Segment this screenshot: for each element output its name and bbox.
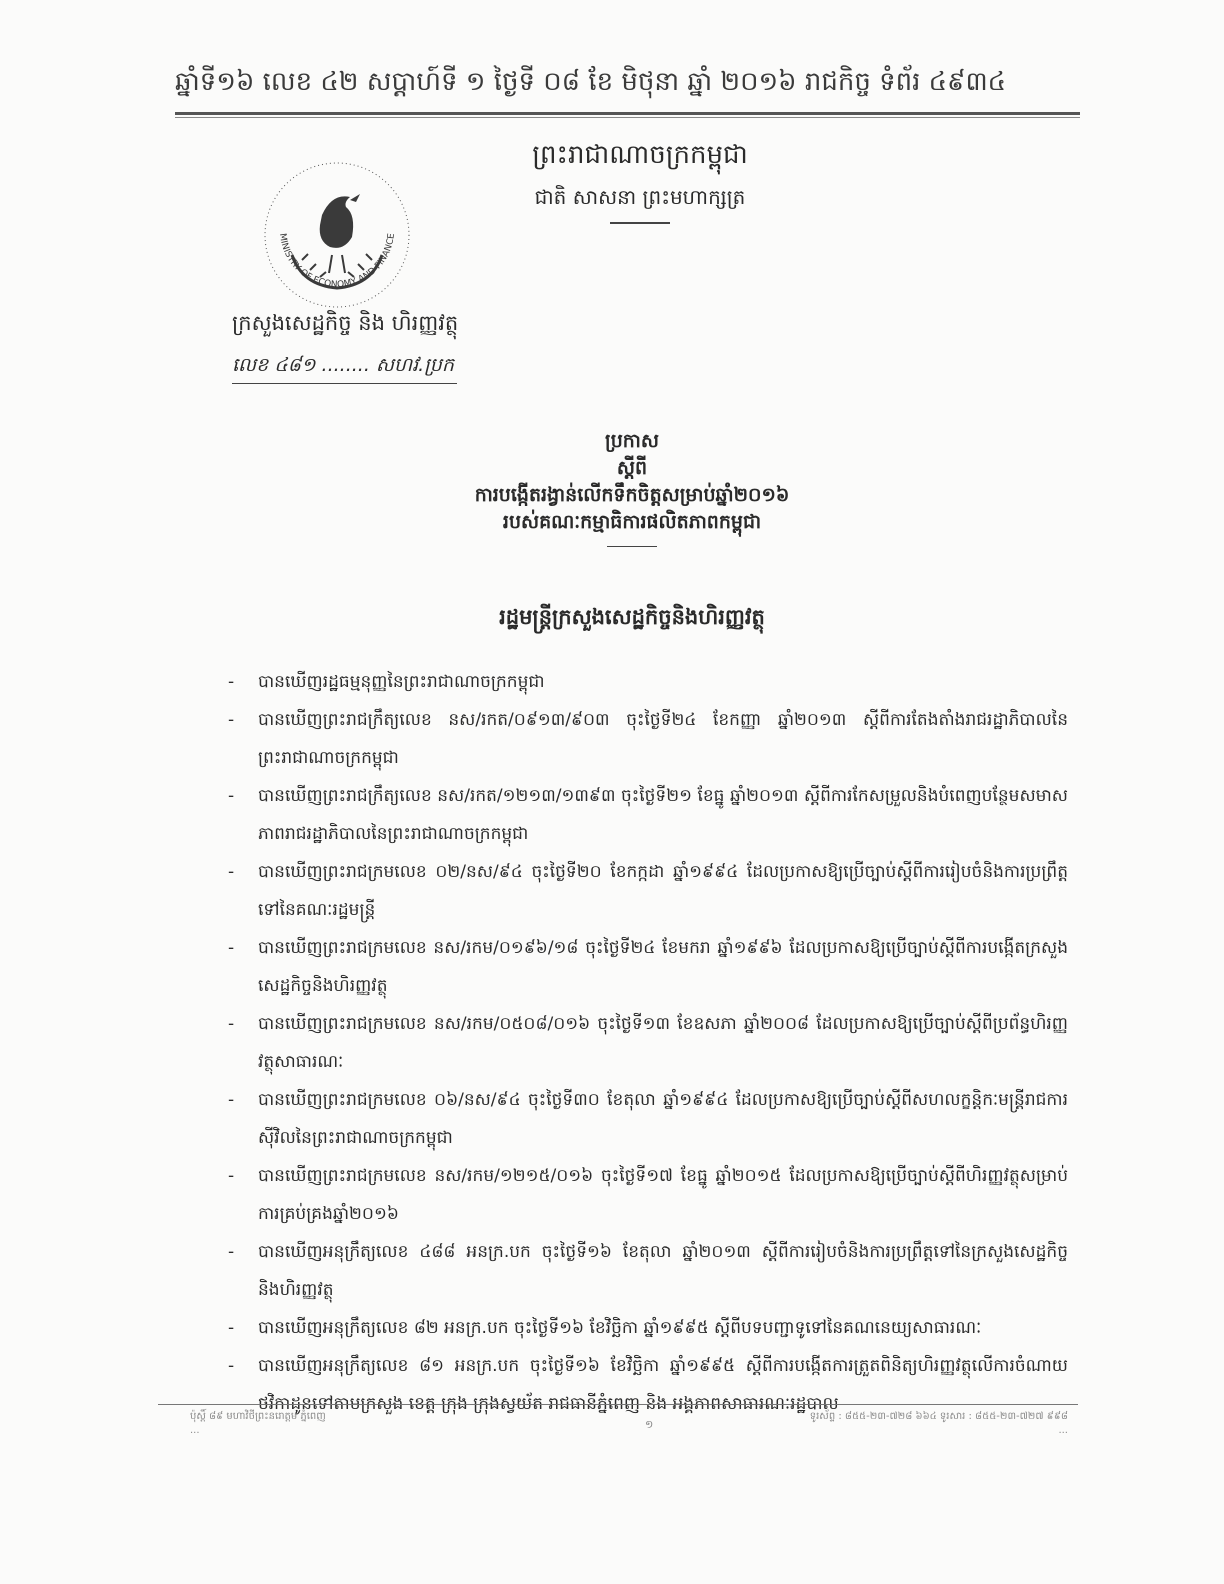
list-dash: -: [228, 938, 235, 958]
list-item: [228, 929, 1068, 1005]
list-dash: -: [228, 1014, 235, 1034]
consideration-text: បានឃើញព្រះរាជក្រឹត្យលេខ នស/រកត/១២១៣/១៣៩៣ ចុះថ្ងៃទី២១ ខែធ្នូ ឆ្នាំ២០១៣ ស្តីពីការកែសម្រួលនិងបំពេញបន្ថែមសមាសភាពរាជរដ្ឋាភិបាលនៃព្រះរាជាណាចក្រកម្ពុជា: [258, 786, 1068, 844]
consideration-text: បានឃើញអនុក្រឹត្យលេខ ៤៨៨ អនក្រ.បក ចុះថ្ងៃទី១៦ ខែតុលា ឆ្នាំ២០១៣ ស្តីពីការរៀបចំនិងការប្រព្រឹត្តទៅនៃក្រសួងសេដ្ឋកិច្ចនិងហិរញ្ញវត្ថុ: [258, 1242, 1068, 1300]
footer-contact: [728, 1410, 1068, 1438]
list-item: [228, 1005, 1068, 1081]
considerations-list: [228, 663, 1068, 1423]
list-item: [228, 853, 1068, 929]
list-item: [228, 1233, 1068, 1309]
issuer-title: រដ្ឋមន្ត្រីក្រសួងសេដ្ឋកិច្ចនិងហិរញ្ញវត្ថុ: [499, 604, 765, 629]
list-item: [228, 1081, 1068, 1157]
page-number: ១: [645, 1418, 654, 1431]
header-rule-thin: [175, 117, 1080, 118]
reference-number: លេខ ៤៨១ ........ សហវ.ប្រក: [232, 353, 457, 384]
list-dash: -: [228, 1242, 235, 1262]
list-dash: -: [228, 710, 235, 730]
list-item: [228, 1157, 1068, 1233]
list-dash: -: [228, 786, 235, 806]
document-subject-line2: របស់គណៈកម្មាធិការផលិតភាពកម្ពុជា: [502, 511, 762, 533]
list-dash: -: [228, 1318, 235, 1338]
list-item: [228, 701, 1068, 777]
gazette-header: [175, 64, 1075, 104]
footer-contact-line1: ទូរស័ព្ទ : ៨៥៥-២៣-៧២៨ ៦៦៤ ទូរសារ : ៨៥៥-២៣-៧២៧ ៩៩៨: [809, 1411, 1068, 1422]
consideration-text: បានឃើញអនុក្រឹត្យលេខ ៨២ អនក្រ.បក ចុះថ្ងៃទី១៦ ខែវិច្ឆិកា ឆ្នាំ១៩៩៥ ស្តីពីបទបញ្ជាទូទៅនៃគណនេយ្យសាធារណៈ: [258, 1318, 982, 1338]
list-dash: -: [228, 1090, 235, 1110]
footer-address-line1: ប៉ុស្តិ៍ ៨៩ មហាវិថីព្រះនរោត្តម ភ្នំពេញ: [190, 1411, 326, 1422]
consideration-text: បានឃើញព្រះរាជក្រឹត្យលេខ នស/រកត/០៩១៣/៩០៣ ចុះថ្ងៃទី២៤ ខែកញ្ញា ឆ្នាំ២០១៣ ស្តីពីការតែងតាំងរាជរដ្ឋាភិបាលនៃព្រះរាជាណាចក្រកម្ពុជា: [258, 710, 1068, 768]
kingdom-motto: [460, 138, 820, 224]
ministry-block: [232, 310, 492, 384]
document-title: [312, 428, 952, 547]
document-type: ប្រកាស: [605, 430, 659, 452]
nation-religion-king: ជាតិ សាសនា ព្រះមហាក្សត្រ: [534, 185, 746, 209]
header-rule: [175, 112, 1080, 115]
list-item: [228, 663, 1068, 701]
ministry-name: ក្រសួងសេដ្ឋកិច្ច និង ហិរញ្ញវត្ថុ: [232, 311, 459, 335]
document-about: ស្តីពី: [616, 457, 648, 479]
seal-text: MINISTRY OF ECONOMY AND FINANCE: [277, 232, 397, 291]
consideration-text: បានឃើញព្រះរាជក្រមលេខ ០២/នស/៩៤ ចុះថ្ងៃទី២០ ខែកក្កដា ឆ្នាំ១៩៩៤ ដែលប្រកាសឱ្យប្រើច្បាប់ស្តីពីការរៀបចំនិងការប្រព្រឹត្តទៅនៃគណៈរដ្ឋមន្ត្រី: [258, 862, 1068, 920]
list-item: [228, 777, 1068, 853]
ornament-divider: [610, 222, 670, 224]
ministry-seal-logo: [262, 160, 412, 310]
consideration-text: បានឃើញព្រះរាជក្រមលេខ នស/រកម/១២១៥/០១៦ ចុះថ្ងៃទី១៧ ខែធ្នូ ឆ្នាំ២០១៥ ដែលប្រកាសឱ្យប្រើច្បាប់ស្តីពីហិរញ្ញវត្ថុសម្រាប់ការគ្រប់គ្រងឆ្នាំ២០១៦: [258, 1166, 1068, 1224]
consideration-text: បានឃើញព្រះរាជក្រមលេខ នស/រកម/០៥០៨/០១៦ ចុះថ្ងៃទី១៣ ខែឧសភា ឆ្នាំ២០០៨ ដែលប្រកាសឱ្យប្រើច្បាប់ស្តីពីប្រព័ន្ធហិរញ្ញវត្ថុសាធារណៈ: [258, 1014, 1068, 1072]
list-dash: -: [228, 672, 235, 692]
list-dash: -: [228, 862, 235, 882]
consideration-text: បានឃើញព្រះរាជក្រមលេខ នស/រកម/០១៩៦/១៨ ចុះថ្ងៃទី២៤ ខែមករា ឆ្នាំ១៩៩៦ ដែលប្រកាសឱ្យប្រើច្បាប់ស្តីពីការបង្កើតក្រសួងសេដ្ឋកិច្ចនិងហិរញ្ញវត្ថុ: [258, 938, 1068, 996]
consideration-text: បានឃើញព្រះរាជក្រមលេខ ០៦/នស/៩៤ ចុះថ្ងៃទី៣០ ខែតុលា ឆ្នាំ១៩៩៤ ដែលប្រកាសឱ្យប្រើច្បាប់ស្តីពីសហលក្ខន្តិកៈមន្ត្រីរាជការស៊ីវិលនៃព្រះរាជាណាចក្រកម្ពុជា: [258, 1090, 1068, 1148]
footer-address-line2: ...: [190, 1425, 200, 1436]
footer-rule: [158, 1404, 1078, 1405]
consideration-text: បានឃើញអនុក្រឹត្យលេខ ៨១ អនក្រ.បក ចុះថ្ងៃទី១៦ ខែវិច្ឆិកា ឆ្នាំ១៩៩៥ ស្តីពីការបង្កើតការត្រួតពិនិត្យហិរញ្ញវត្ថុលើការចំណាយថវិកាដូនទៅតាមក្រសួង ខេត្ត ក្រុង ក្រុងស្វយ័ត រាជធានីភ្នំពេញ និង អង្គភាពសាធារណៈរដ្ឋបាល: [258, 1356, 1068, 1414]
title-ornament: [607, 546, 657, 547]
gazette-header-text: ឆ្នាំទី១៦ លេខ ៤២ សប្តាហ៍ទី ១ ថ្ងៃទី ០៨ ខែ មិថុនា ឆ្នាំ ២០១៦ រាជកិច្ច ទំព័រ ៤៩៣៤: [175, 67, 1007, 97]
footer-address: [190, 1410, 520, 1438]
list-dash: -: [228, 1166, 235, 1186]
list-item: [228, 1309, 1068, 1347]
consideration-text: បានឃើញរដ្ឋធម្មនុញ្ញនៃព្រះរាជាណាចក្រកម្ពុជា: [258, 672, 545, 692]
document-subject-line1: ការបង្កើតរង្វាន់លើកទឹកចិត្តសម្រាប់ឆ្នាំ២០១៦: [474, 484, 790, 506]
list-dash: -: [228, 1356, 235, 1376]
kingdom-name: ព្រះរាជាណាចក្រកម្ពុជា: [532, 140, 748, 170]
footer-contact-line2: ...: [1058, 1425, 1068, 1436]
